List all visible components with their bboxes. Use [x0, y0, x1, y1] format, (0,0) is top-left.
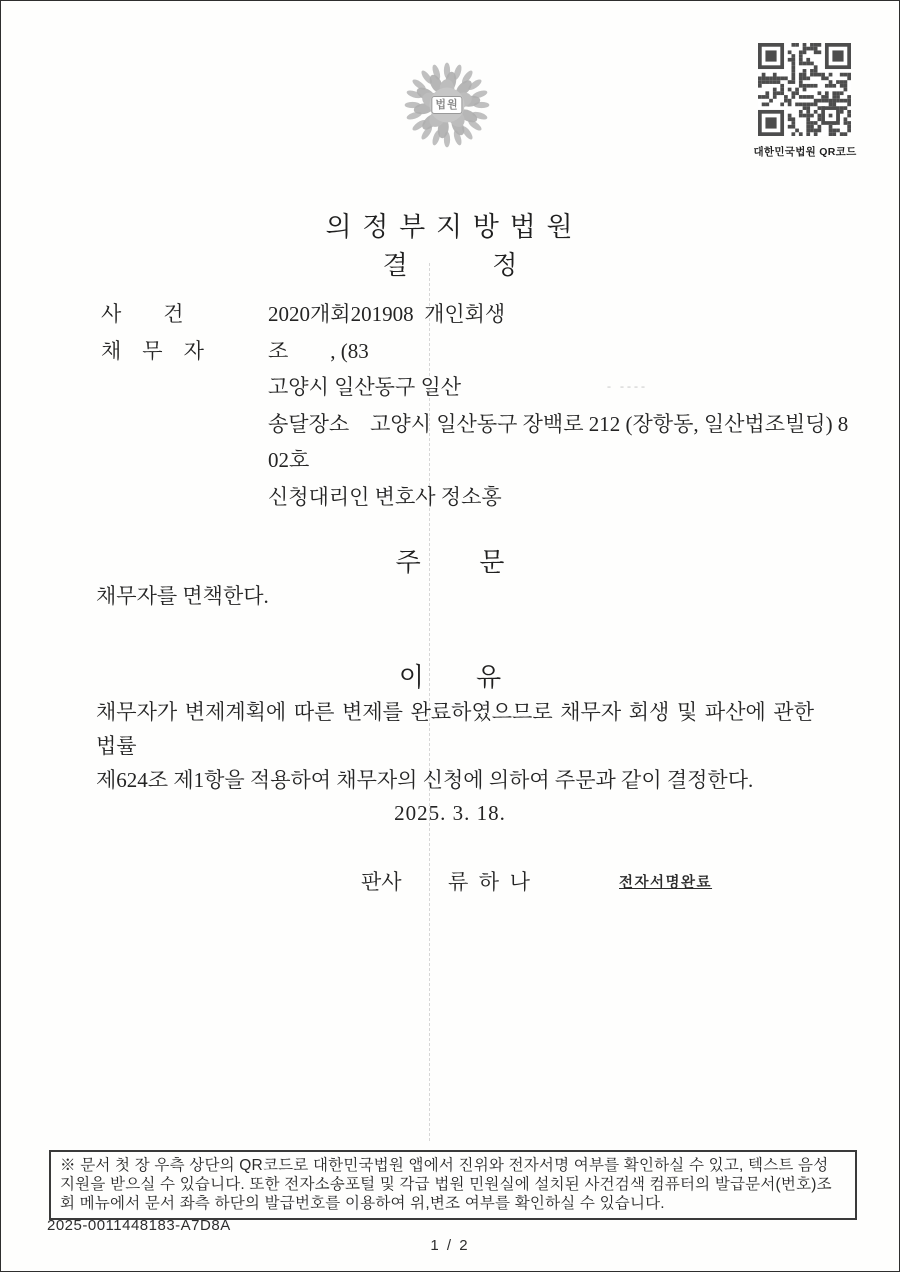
reason-line-2: 제624조 제1항을 적용하여 채무자의 신청에 의하여 주문과 같이 결정한다. [96, 768, 754, 792]
debtor-address-value: 고양시 일산동구 일산 [268, 375, 462, 399]
reason-line-1: 채무자가 변제계획에 따른 변제를 완료하였으므로 채무자 회생 및 파산에 관한 법률 [96, 700, 814, 758]
judge-title-label: 판사 [361, 870, 402, 894]
court-seal [400, 59, 494, 151]
case-row-debtor [1, 335, 899, 372]
notice-line-1: ※ 문서 첫 장 우측 상단의 QR코드로 대한민국법원 앱에서 진위와 전자서명 여부를 확인하실 수 있고, 텍스트 음성 [60, 1157, 829, 1174]
order-body-text: 채무자를 면책한다. [96, 584, 269, 608]
verification-notice-box [49, 1150, 857, 1220]
service-address-value-2: 02호 [268, 448, 310, 472]
judge-name: 류 하 나 [448, 870, 530, 894]
debtor-name-value: 조 , (83 [268, 338, 369, 363]
redaction-marks: - ---- [607, 379, 648, 393]
attorney-value: 신청대리인 변호사 정소홍 [268, 484, 502, 509]
service-address-value: 송달장소 고양시 일산동구 장백로 212 (장항동, 일산법조빌딩) 8 [268, 411, 849, 436]
document-issue-number: 2025-0011448183-A7D8A [47, 1217, 231, 1234]
case-number-label: 사 건 [101, 302, 184, 326]
court-seal-label [431, 96, 462, 114]
notice-line-3: 회 메뉴에서 문서 좌측 하단의 발급번호를 이용하여 위,변조 여부를 확인하실 수 있습니다. [60, 1195, 665, 1212]
reason-section-heading: 이 유 [398, 663, 502, 692]
debtor-label: 채 무 자 [101, 338, 204, 363]
document-type-title: 결 정 [382, 251, 518, 280]
qr-code-icon [758, 43, 851, 136]
seal-text: 법원 [435, 99, 459, 111]
case-number-value: 2020개회201908 개인회생 [268, 302, 506, 326]
order-section-heading: 주 문 [395, 548, 505, 577]
qr-code [758, 43, 851, 136]
case-row-debtor-address [1, 371, 899, 408]
electronic-signature-stamp: 전자서명완료 [619, 875, 713, 891]
qr-caption: 대한민국법원 QR코드 [753, 146, 857, 158]
court-name-title: 의 정 부 지 방 법 원 [325, 212, 575, 242]
case-row-service-address-2 [1, 444, 899, 481]
notice-line-2: 지원을 받으실 수 있습니다. 또한 전자소송포털 및 각급 법원 민원실에 설치된 사건검색 컴퓨터의 발급문서(번호)조 [60, 1176, 832, 1193]
page-indicator: 1 / 2 [430, 1237, 470, 1254]
case-row-attorney [1, 481, 899, 518]
reason-body-text [96, 695, 814, 797]
case-row-service-address [1, 408, 899, 445]
case-row-case-number [1, 298, 899, 335]
decision-date: 2025. 3. 18. [394, 801, 506, 825]
case-info-block [1, 298, 899, 517]
